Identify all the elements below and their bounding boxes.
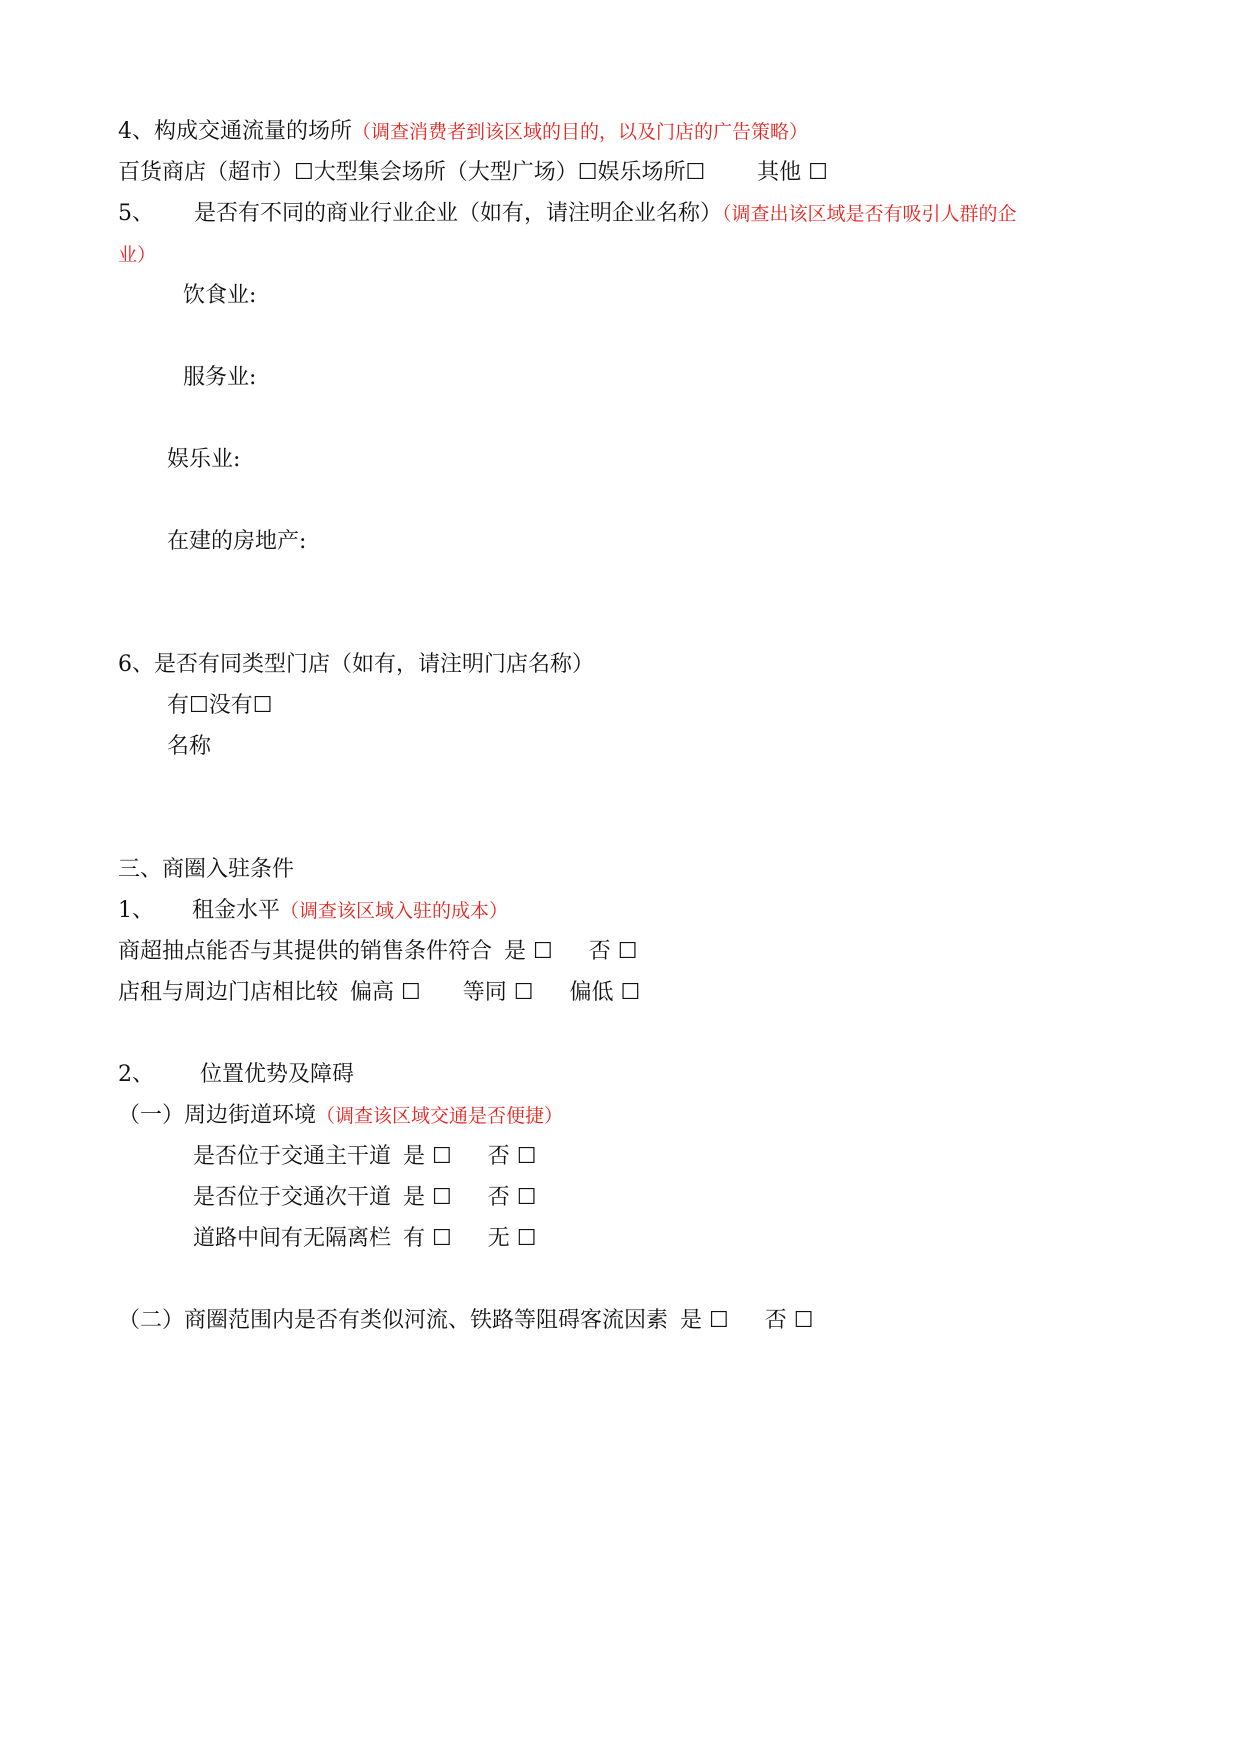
q5-title: 是否有不同的商业行业企业（如有，请注明企业名称） — [194, 201, 723, 226]
q6-choices: 有☐没有☐ — [167, 693, 273, 718]
street-env-title: （一）周边街道环境 — [118, 1103, 317, 1128]
barrier-no: 无 ☐ — [487, 1226, 537, 1251]
q5-service-label: 服务业: — [183, 365, 257, 390]
obstacles-yes: 是 ☐ — [680, 1308, 729, 1333]
barrier-row — [193, 1224, 536, 1254]
rent-row1-yes: 是 ☐ — [504, 939, 553, 964]
rent-number: 1、 — [118, 898, 154, 923]
barrier-label: 道路中间有无隔离栏 — [193, 1226, 392, 1251]
rent-note: （调查该区域入驻的成本） — [280, 900, 509, 922]
q5-note: （调查出该区域是否有吸引人群的企 — [722, 203, 1017, 225]
obstacles-row — [118, 1306, 813, 1336]
q4-other-option: 其他 ☐ — [757, 160, 828, 185]
obstacles-label: （二）商圈范围内是否有类似河流、铁路等阻碍客流因素 — [118, 1308, 669, 1333]
rent-row-2 — [118, 978, 640, 1008]
position-heading — [118, 1060, 354, 1090]
main-road-label: 是否位于交通主干道 — [193, 1144, 392, 1169]
q4-note: （调查消费者到该区域的目的，以及门店的广告策略） — [352, 121, 809, 143]
q5-note-continued: 业） — [118, 244, 157, 266]
rent-row1-no: 否 ☐ — [588, 939, 638, 964]
q5-catering-label: 饮食业: — [183, 283, 257, 308]
main-road-no: 否 ☐ — [487, 1144, 537, 1169]
obstacles-no: 否 ☐ — [764, 1308, 814, 1333]
q6-title: 6、是否有同类型门店（如有，请注明门店名称） — [118, 652, 594, 677]
q4-options: 百货商店（超市）☐大型集会场所（大型广场）☐娱乐场所☐ — [118, 160, 706, 185]
secondary-road-row — [193, 1183, 536, 1213]
section3-title: 三、商圈入驻条件 — [118, 857, 295, 882]
q5-heading — [118, 199, 1017, 229]
q4-heading — [118, 117, 808, 147]
q5-number: 5、 — [118, 201, 154, 226]
secondary-road-no: 否 ☐ — [487, 1185, 537, 1210]
rent-heading — [118, 896, 508, 926]
secondary-road-label: 是否位于交通次干道 — [193, 1185, 392, 1210]
q5-real-estate-label: 在建的房地产: — [167, 529, 307, 554]
main-road-row — [193, 1142, 536, 1172]
rent-row2-low: 偏低 ☐ — [569, 980, 641, 1005]
barrier-yes: 有 ☐ — [403, 1226, 452, 1251]
rent-row2-label: 店租与周边门店相比较 — [118, 980, 339, 1005]
street-env-heading — [118, 1101, 563, 1131]
secondary-road-yes: 是 ☐ — [403, 1185, 452, 1210]
rent-row1-label: 商超抽点能否与其提供的销售条件符合 — [118, 939, 493, 964]
q4-options-row — [118, 158, 828, 188]
main-road-yes: 是 ☐ — [403, 1144, 452, 1169]
rent-row2-equal: 等同 ☐ — [462, 980, 534, 1005]
street-env-note: （调查该区域交通是否便捷） — [316, 1105, 564, 1127]
rent-row-1 — [118, 937, 637, 967]
q5-entertainment-label: 娱乐业: — [167, 447, 241, 472]
position-number: 2、 — [118, 1062, 154, 1087]
q6-name-label: 名称 — [167, 734, 212, 759]
q4-title: 4、构成交通流量的场所 — [118, 119, 352, 144]
position-title: 位置优势及障碍 — [200, 1062, 355, 1087]
rent-row2-high: 偏高 ☐ — [350, 980, 421, 1005]
rent-title: 租金水平 — [192, 898, 281, 923]
